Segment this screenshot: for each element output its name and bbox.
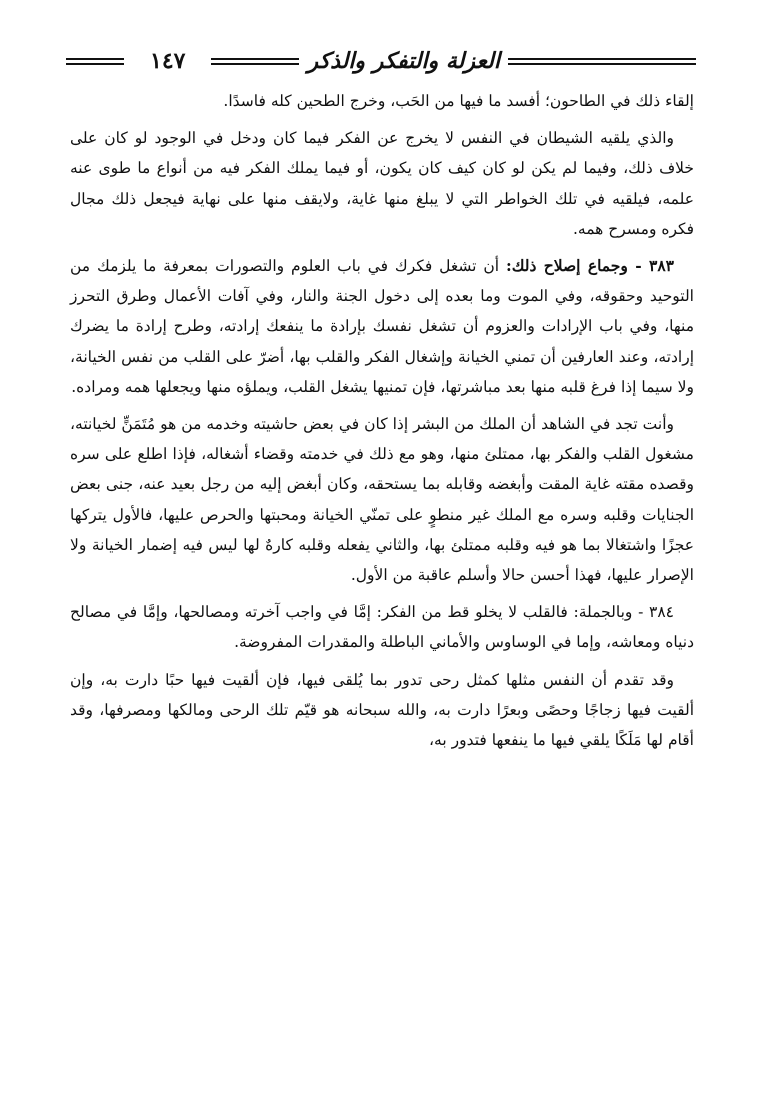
- running-title: العزلة والتفكر والذكر: [307, 48, 500, 74]
- page-number: ١٤٧: [150, 48, 186, 74]
- paragraph-continuation: إلقاء ذلك في الطاحون؛ أفسد ما فيها من الحَب، وخرج الطحين كله فاسدًا.: [223, 92, 694, 110]
- paragraph-384: ٣٨٤ - وبالجملة: فالقلب لا يخلو قط من الفكر: إمَّا في واجب آخرته ومصالحها، وإمَّا في مصالح دنياه ومعاشه، وإما في الوساوس والأماني الباطلة والمقدرات المفروضة.: [70, 603, 694, 652]
- paragraph-text: أن تشغل فكرك في باب العلوم والتصورات بمعرفة ما يلزمك من التوحيد وحقوقه، وفي الموت وما بعده إلى دخول الجنة والنار، وفي آفات الأعمال وطرق التحرز منها، وفي باب الإرادات والعزوم أن تشغل نفسك بإرادة ما ينفعك إرادته، وطرح إرادة ما يضرك إرادته، وعند العارفين أن تمني الخيانة وإشغال الفكر والقلب بها، أضرّ على القلب من نفس الخيانة، ولا سيما إذا فرغ قلبه منها بعد مباشرتها، فإن تمنيها يشغل القلب، ويملؤه منها ويجعلها همه ومراده.: [70, 257, 694, 396]
- page-body: [70, 86, 694, 762]
- header-rule-left: [66, 58, 124, 65]
- paragraph: وقد تقدم أن النفس مثلها كمثل رحى تدور بما يُلقى فيها، فإن ألقيت فيها حبًا دارت به، وإن ألقيت فيها زجاجًا وحصًى وبعرًا دارت به، والله سبحانه هو قيّم تلك الرحى ومالكها ومصرفها، وقد أقام لها مَلَكًا يلقي فيها ما ينفعها فتدور به،: [70, 670, 694, 750]
- page-header: [66, 44, 696, 78]
- paragraph-383: [70, 251, 694, 402]
- paragraph: وأنت تجد في الشاهد أن الملك من البشر إذا كان في بعض حاشيته وخدمه من هو مُتَمَنٍّ لخيانته، مشغول القلب والفكر بها، ممتلئ منها، وهو مع ذلك في خدمته وقضاء أشغاله، فإذا اطلع على سره وقصده مقته غاية المقت وأبغضه وقابله بما يستحقه، وكان أبغض إليه من رجل بعيد عنه، جنى بعض الجنايات وقلبه وسره مع الملك غير منطوٍ على تمنّي الخيانة ومحبتها والحرص عليها، فالأول يتركها عجزًا واشتغالا بما هو فيه وقلبه ممتلئ بها، والثاني يفعله وقلبه كارهٌ لها ليس فيه إضمار الخيانة ولا الإصرار عليها، فهذا أحسن حالا وأسلم عاقبة من الأول.: [70, 415, 694, 585]
- paragraph: والذي يلقيه الشيطان في النفس لا يخرج عن الفكر فيما كان ودخل في الوجود لو كان على خلاف ذلك، وفيما لم يكن لو كان كيف كان يكون، أو فيما يملك الفكر فيه من أنواع ما طوى عنه علمه، فيلقيه في تلك الخواطر التي لا يبلغ منها غاية، ولايقف منها على نهاية فيجعل ذلك مجال فكره ومسرح همه.: [70, 129, 694, 238]
- paragraph-lead-heading: ٣٨٣ - وجماع إصلاح ذلك:: [505, 256, 674, 276]
- header-rule-middle: [211, 58, 299, 65]
- header-rule-right: [508, 58, 696, 65]
